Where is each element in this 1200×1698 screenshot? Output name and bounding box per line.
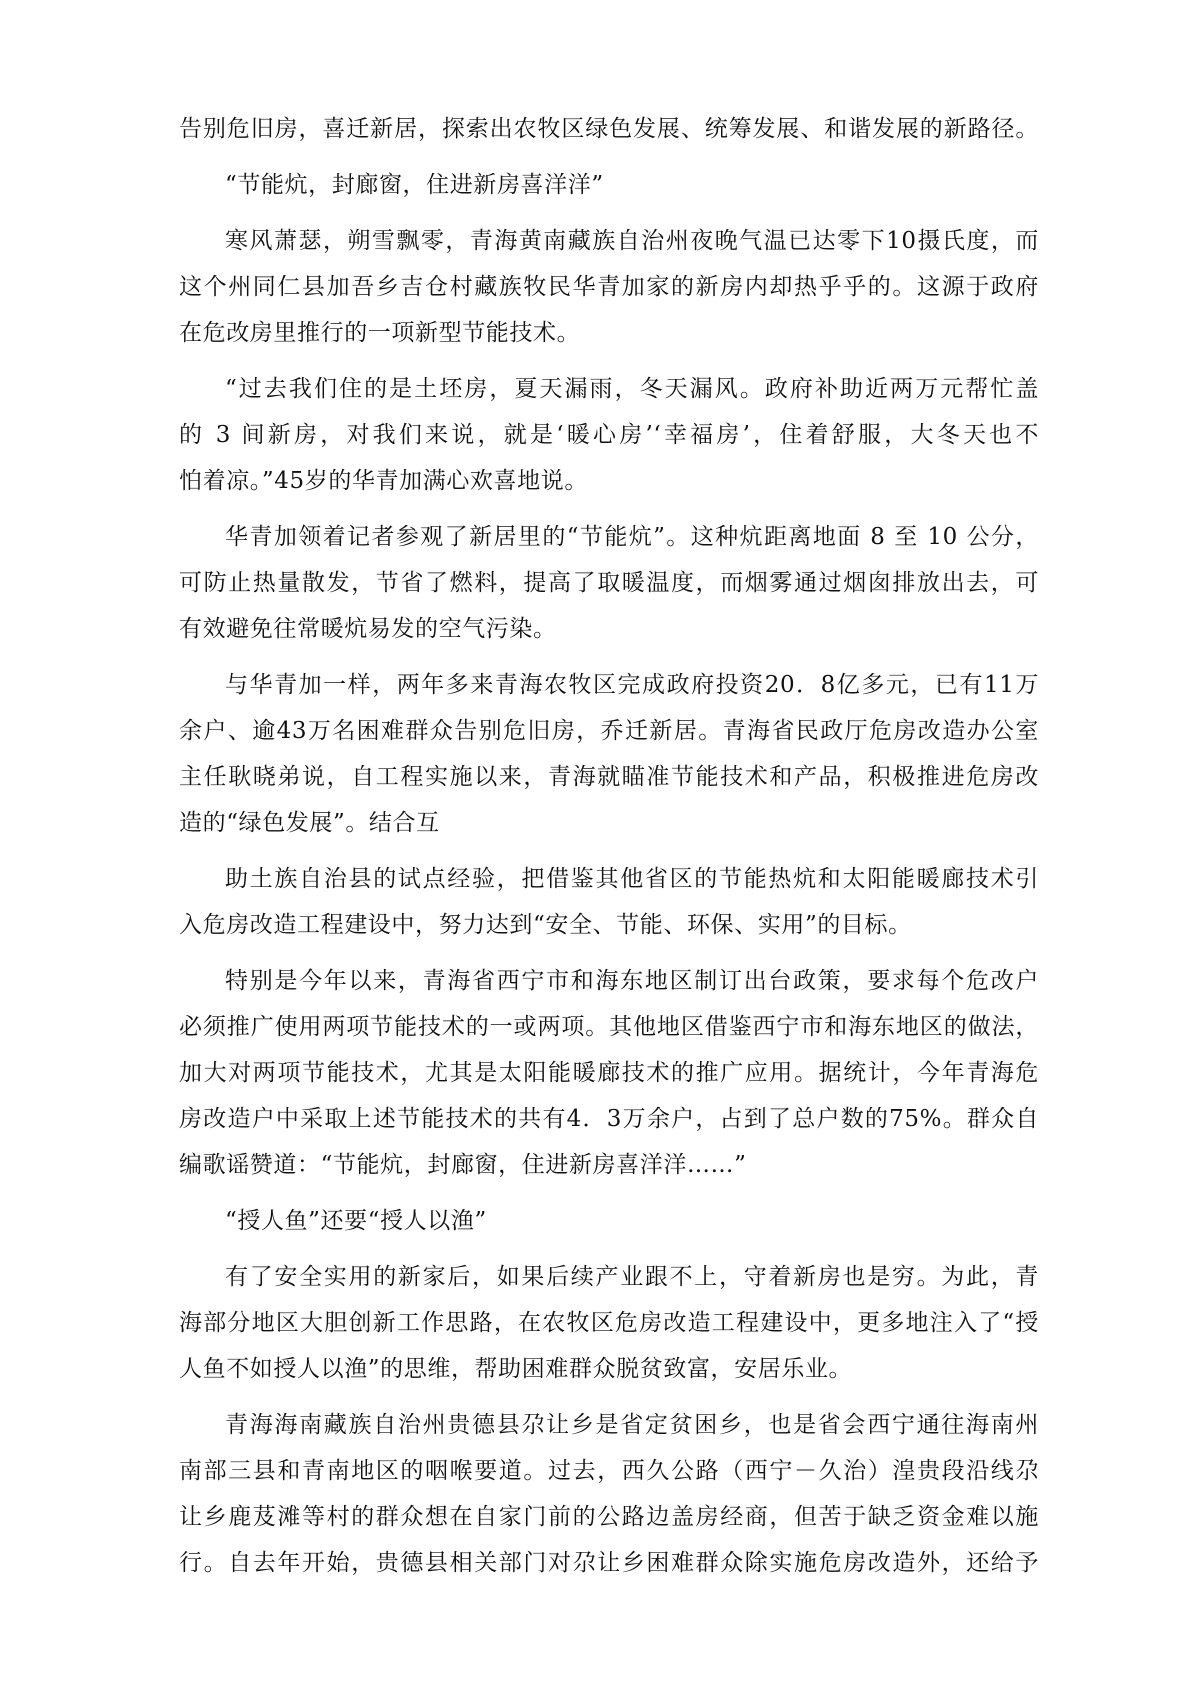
paragraph-line: “过去我们住的是土坯房，夏天漏雨，冬天漏风。政府补助近两万元帮忙盖 [225,376,1039,402]
paragraph-line: 的 3 间新房，对我们来说，就是‘暖心房’‘幸福房’，住着舒服，大冬天也不 [179,422,1039,448]
paragraph-line: 人鱼不如授人以渔”的思维，帮助困难群众脱贫致富，安居乐业。 [179,1356,853,1382]
paragraph-line: 这个州同仁县加吾乡吉仓村藏族牧民华青加家的新房内却热乎乎的。这源于政府 [179,274,1039,300]
paragraph-line: 有了安全实用的新家后，如果后续产业跟不上，守着新房也是穷。为此，青 [225,1264,1039,1290]
paragraph-line: 青海海南藏族自治州贵德县尕让乡是省定贫困乡，也是省会西宁通往海南州 [225,1412,1039,1438]
paragraph-line: 海部分地区大胆创新工作思路，在农牧区危房改造工程建设中，更多地注入了“授 [179,1310,1039,1336]
section-heading: “节能炕，封廊窗，住进新房喜洋洋” [225,172,604,198]
paragraph-line: 编歌谣赞道：“节能炕，封廊窗，住进新房喜洋洋……” [179,1152,747,1178]
paragraph-line: 造的“绿色发展”。结合互 [179,810,440,836]
paragraph-line: 行。自去年开始，贵德县相关部门对尕让乡困难群众除实施危房改造外，还给予 [179,1550,1039,1576]
paragraph-line: 加大对两项节能技术，尤其是太阳能暖廊技术的推广应用。据统计，今年青海危 [179,1060,1039,1086]
paragraph-line: 特别是今年以来，青海省西宁市和海东地区制订出台政策，要求每个危改户 [225,968,1039,994]
paragraph-line: 必须推广使用两项节能技术的一或两项。其他地区借鉴西宁市和海东地区的做法， [179,1014,1039,1040]
paragraph-line: 在危改房里推行的一项新型节能技术。 [179,320,581,346]
paragraph-line: 华青加领着记者参观了新居里的“节能炕”。这种炕距离地面 8 至 10 公分， [225,524,1039,550]
paragraph-line: 余户、逾43万名困难群众告别危旧房，乔迁新居。青海省民政厅危房改造办公室 [179,718,1039,744]
paragraph-line: 怕着凉。”45岁的华青加满心欢喜地说。 [179,468,588,494]
paragraph-line: 可防止热量散发，节省了燃料，提高了取暖温度，而烟雾通过烟囱排放出去，可 [179,570,1039,596]
paragraph-line: 助土族自治县的试点经验，把借鉴其他省区的节能热炕和太阳能暖廊技术引 [225,866,1039,892]
paragraph-line: 房改造户中采取上述节能技术的共有4．3万余户，占到了总户数的75%。群众自 [179,1106,1039,1132]
paragraph-line: 与华青加一样，两年多来青海农牧区完成政府投资20．8亿多元，已有11万 [225,672,1039,698]
paragraph-line: 寒风萧瑟，朔雪飘零，青海黄南藏族自治州夜晚气温已达零下10摄氏度，而 [225,228,1039,254]
paragraph-line: 入危房改造工程建设中，努力达到“安全、节能、环保、实用”的目标。 [179,912,912,938]
paragraph-line: 主任耿晓弟说，自工程实施以来，青海就瞄准节能技术和产品，积极推进危房改 [179,764,1039,790]
paragraph-line: 南部三县和青南地区的咽喉要道。过去，西久公路（西宁－久治）湟贵段沿线尕 [179,1458,1039,1484]
paragraph-line: 有效避免往常暖炕易发的空气污染。 [179,616,557,642]
paragraph-line: 告别危旧房，喜迁新居，探索出农牧区绿色发展、统筹发展、和谐发展的新路径。 [179,116,1039,142]
paragraph-line: 让乡鹿芨滩等村的群众想在自家门前的公路边盖房经商，但苦于缺乏资金难以施 [179,1504,1039,1530]
section-heading: “授人鱼”还要“授人以渔” [225,1208,487,1234]
